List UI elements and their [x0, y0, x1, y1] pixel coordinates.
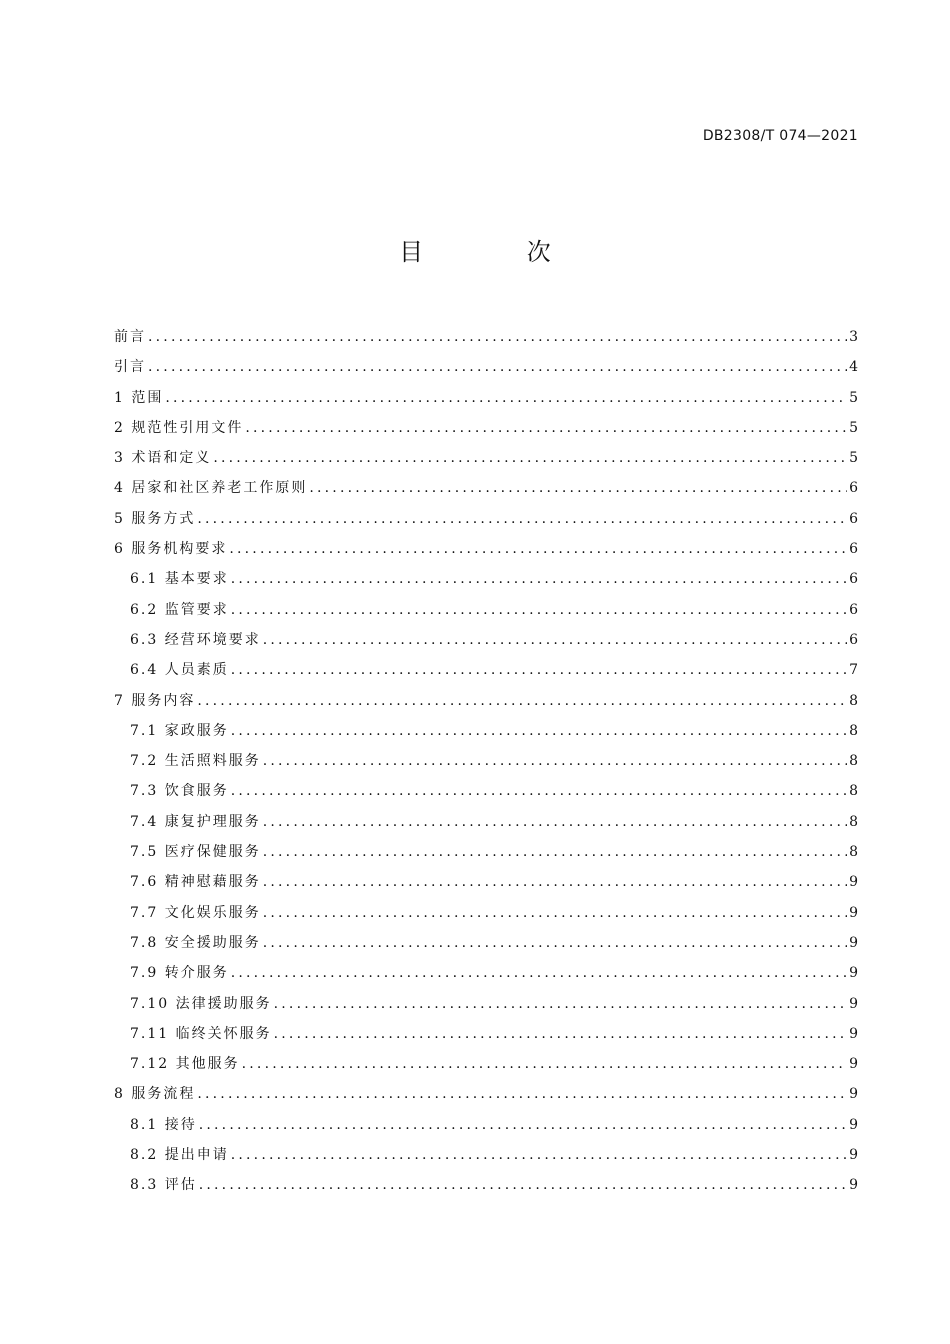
toc-dot-leader	[245, 413, 847, 443]
toc-entry-label: 8.2 提出申请	[130, 1147, 229, 1164]
toc-entry[interactable]	[114, 322, 858, 352]
toc-dot-leader	[199, 1110, 847, 1140]
toc-entry-page-number: 9	[849, 1056, 858, 1073]
toc-entry[interactable]	[114, 898, 858, 928]
toc-entry-page-number: 5	[849, 450, 858, 467]
toc-entry-label: 6.4 人员素质	[130, 662, 229, 679]
toc-entry-page-number: 5	[849, 389, 858, 406]
toc-entry[interactable]	[114, 867, 858, 897]
toc-dot-leader	[242, 1049, 847, 1079]
toc-entry[interactable]	[114, 1140, 858, 1170]
document-code: DB2308/T 074—2021	[702, 128, 858, 144]
toc-dot-leader	[263, 867, 847, 897]
toc-entry-page-number: 9	[849, 995, 858, 1012]
toc-dot-leader	[263, 928, 847, 958]
toc-entry-label: 7.7 文化娱乐服务	[130, 904, 261, 921]
toc-dot-leader	[197, 504, 847, 534]
toc-entry-page-number: 9	[849, 934, 858, 951]
toc-entry-page-number: 6	[849, 631, 858, 648]
toc-entry[interactable]	[114, 1170, 858, 1200]
toc-entry-page-number: 6	[849, 541, 858, 558]
toc-dot-leader	[263, 746, 847, 776]
toc-entry[interactable]	[114, 686, 858, 716]
toc-entry[interactable]	[114, 352, 858, 382]
toc-entry[interactable]	[114, 928, 858, 958]
toc-dot-leader	[263, 837, 847, 867]
toc-entry[interactable]	[114, 564, 858, 594]
toc-entry-page-number: 8	[849, 753, 858, 770]
toc-entry-page-number: 9	[849, 1116, 858, 1133]
toc-entry-label: 7.6 精神慰藉服务	[130, 874, 261, 891]
toc-dot-leader	[263, 625, 847, 655]
toc-entry-label: 7.11 临终关怀服务	[130, 1025, 272, 1042]
toc-entry-label: 6.3 经营环境要求	[130, 631, 261, 648]
toc-dot-leader	[197, 1079, 847, 1109]
toc-entry-label: 前言	[114, 329, 146, 345]
toc-entry-label: 7.10 法律援助服务	[130, 995, 272, 1012]
toc-entry-label: 4 居家和社区养老工作原则	[114, 480, 308, 497]
toc-entry[interactable]	[114, 1049, 858, 1079]
toc-entry-label: 8 服务流程	[114, 1086, 196, 1103]
toc-dot-leader	[231, 564, 847, 594]
toc-entry-page-number: 9	[849, 1147, 858, 1164]
toc-dot-leader	[274, 989, 847, 1019]
toc-dot-leader	[231, 655, 847, 685]
toc-entry[interactable]	[114, 958, 858, 988]
toc-entry-label: 8.1 接待	[130, 1116, 197, 1133]
toc-dot-leader	[197, 686, 847, 716]
toc-entry-label: 5 服务方式	[114, 510, 196, 527]
toc-entry-page-number: 8	[849, 692, 858, 709]
toc-entry-label: 7.1 家政服务	[130, 722, 229, 739]
toc-entry-label: 7.2 生活照料服务	[130, 753, 261, 770]
toc-entry[interactable]	[114, 989, 858, 1019]
toc-entry-label: 2 规范性引用文件	[114, 419, 244, 436]
toc-entry-page-number: 6	[849, 571, 858, 588]
toc-entry-page-number: 6	[849, 510, 858, 527]
toc-entry[interactable]	[114, 807, 858, 837]
toc-entry[interactable]	[114, 716, 858, 746]
toc-entry-label: 7.5 医疗保健服务	[130, 844, 261, 861]
toc-entry[interactable]	[114, 473, 858, 503]
page-title: 目 次	[399, 238, 599, 266]
toc-entry-label: 8.3 评估	[130, 1177, 197, 1194]
toc-dot-leader	[148, 322, 847, 352]
toc-dot-leader	[148, 352, 847, 382]
toc-entry-page-number: 9	[849, 1025, 858, 1042]
toc-dot-leader	[231, 595, 847, 625]
toc-dot-leader	[231, 716, 847, 746]
toc-dot-leader	[213, 443, 847, 473]
toc-entry-page-number: 8	[849, 783, 858, 800]
toc-entry-label: 7 服务内容	[114, 692, 196, 709]
toc-entry-page-number: 9	[849, 904, 858, 921]
toc-entry-label: 7.12 其他服务	[130, 1056, 240, 1073]
toc-entry-label: 7.8 安全援助服务	[130, 934, 261, 951]
toc-entry-label: 1 范围	[114, 389, 164, 406]
toc-entry-page-number: 9	[849, 1086, 858, 1103]
toc-entry[interactable]	[114, 655, 858, 685]
toc-entry-label: 6.2 监管要求	[130, 601, 229, 618]
toc-entry-label: 3 术语和定义	[114, 450, 212, 467]
toc-dot-leader	[274, 1019, 847, 1049]
toc-entry-page-number: 9	[849, 1177, 858, 1194]
toc-entry-page-number: 5	[849, 419, 858, 436]
toc-entry-label: 7.3 饮食服务	[130, 783, 229, 800]
toc-entry-page-number: 8	[849, 722, 858, 739]
toc-dot-leader	[263, 898, 847, 928]
toc-entry[interactable]	[114, 443, 858, 473]
toc-dot-leader	[229, 534, 847, 564]
toc-entry[interactable]	[114, 413, 858, 443]
table-of-contents	[114, 322, 858, 1201]
toc-entry[interactable]	[114, 595, 858, 625]
toc-dot-leader	[165, 383, 847, 413]
toc-entry-page-number: 3	[849, 329, 858, 345]
toc-dot-leader	[231, 958, 847, 988]
toc-entry-page-number: 9	[849, 874, 858, 891]
toc-entry-label: 7.4 康复护理服务	[130, 813, 261, 830]
toc-entry-label: 6 服务机构要求	[114, 541, 228, 558]
toc-entry[interactable]	[114, 504, 858, 534]
toc-entry-page-number: 6	[849, 601, 858, 618]
toc-entry-label: 引言	[114, 359, 146, 376]
toc-entry-page-number: 8	[849, 813, 858, 830]
toc-entry-label: 7.9 转介服务	[130, 965, 229, 982]
toc-entry[interactable]	[114, 837, 858, 867]
toc-entry-page-number: 8	[849, 844, 858, 861]
toc-entry[interactable]	[114, 383, 858, 413]
toc-entry[interactable]	[114, 1079, 858, 1109]
toc-entry[interactable]	[114, 1110, 858, 1140]
toc-dot-leader	[309, 473, 847, 503]
toc-entry-page-number: 9	[849, 965, 858, 982]
toc-entry[interactable]	[114, 1019, 858, 1049]
toc-entry-page-number: 4	[849, 359, 858, 376]
toc-entry-page-number: 7	[849, 662, 858, 679]
toc-entry-page-number: 6	[849, 480, 858, 497]
toc-entry[interactable]	[114, 625, 858, 655]
toc-entry[interactable]	[114, 776, 858, 806]
toc-entry-label: 6.1 基本要求	[130, 571, 229, 588]
toc-dot-leader	[231, 776, 847, 806]
toc-dot-leader	[231, 1140, 847, 1170]
toc-dot-leader	[199, 1170, 847, 1200]
toc-dot-leader	[263, 807, 847, 837]
toc-entry[interactable]	[114, 746, 858, 776]
toc-entry[interactable]	[114, 534, 858, 564]
